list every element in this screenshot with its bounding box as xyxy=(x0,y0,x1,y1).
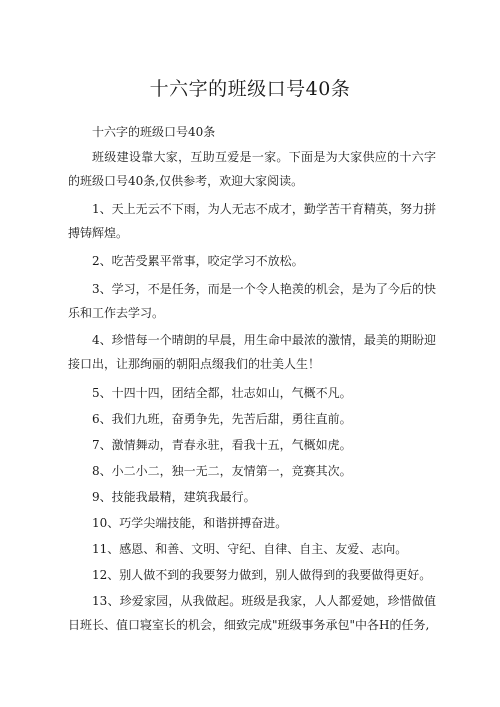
slogan-item: 4、珍惜每一个晴朗的早晨，用生命中最浓的激情，最美的期盼迎接口出，让那绚丽的朝阳点缀我们的壮美人生！ xyxy=(68,333,436,371)
slogan-item: 12、别人做不到的我要努力做到，别人做得到的我要做得更好。 xyxy=(92,568,432,582)
slogan-item: 13、珍爱家园，从我做起。班级是我家，人人都爱她，珍惜做值日班长、值口寝室长的机会，细致完成"班级事务承包"中各H的任务, xyxy=(68,594,436,632)
slogan-item: 5、十四十四，团结全都，壮志如山，气概不凡。 xyxy=(92,386,352,400)
slogan-item: 7、激情舞动，青春永驻，看我十五，气概如虎。 xyxy=(92,438,352,452)
slogan-item: 3、学习，不是任务，而是一个令人艳羡的机会，是为了今后的快乐和工作去学习。 xyxy=(68,282,436,320)
slogan-item: 9、技能我最精，建筑我最行。 xyxy=(92,490,256,504)
slogan-item: 11、感恩、和善、文明、守纪、自律、自主、友爱、志向。 xyxy=(92,542,408,556)
slogan-item: 2、吃苦受累平常事，咬定学习不放松。 xyxy=(92,254,304,268)
slogan-item: 10、巧学尖端技能，和谐拼搏奋进。 xyxy=(92,516,288,530)
slogan-item: 8、小二小二，独一无二，友情第一，竞赛其次。 xyxy=(92,464,352,478)
document-title: 十六字的班级口号40条 xyxy=(149,78,351,100)
intro-paragraph: 班级建设靠大家，互助互爱是一家。下面是为大家供应的十六字的班级口号40条,仅供参考，欢迎大家阅读。 xyxy=(68,150,436,188)
slogan-item: 1、天上无云不下雨，为人无志不成才，勤学苦干育精英，努力拼搏铸辉煌。 xyxy=(68,202,436,240)
slogan-item: 6、我们九班，奋勇争先，先苦后甜，勇往直前。 xyxy=(92,412,352,426)
document-subtitle: 十六字的班级口号40条 xyxy=(92,125,216,139)
